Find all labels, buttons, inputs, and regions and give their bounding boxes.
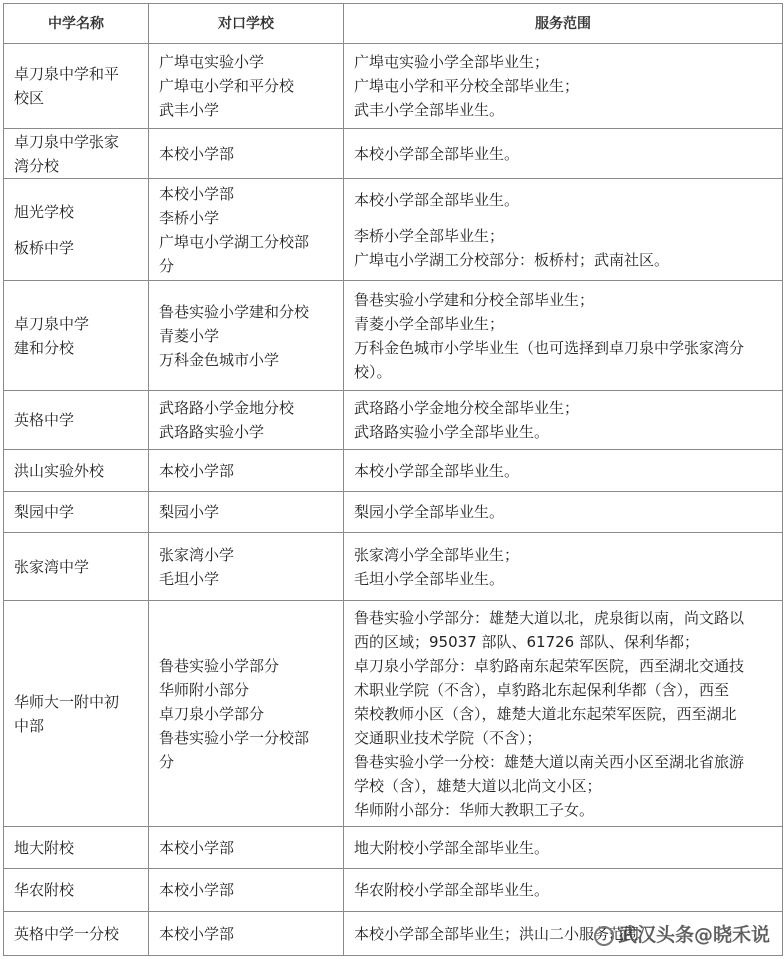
cell-line: 卓刀泉中学和平 [14, 65, 120, 83]
feeder-school-cell [149, 533, 344, 601]
cell-line: 华师大一附中初 [14, 692, 120, 711]
feeder-school-cell [149, 450, 344, 492]
service-area-cell [344, 827, 783, 869]
service-area-cell [344, 179, 783, 281]
table-row [4, 533, 783, 601]
service-area-cell [344, 450, 783, 492]
cell-line: 梨园小学 [159, 503, 220, 521]
cell-line: 毛坦小学 [159, 569, 220, 588]
cell-line: 中部 [14, 716, 45, 735]
cell-line: 武珞路小学金地分校全部毕业生； [354, 399, 580, 417]
middle-school-cell [4, 912, 149, 956]
cell-line: 本校小学部 [159, 184, 235, 203]
cell-line: 本校小学部全部毕业生。 [354, 461, 520, 480]
cell-line: 华师附小部分：华师大教职工子女。 [354, 800, 595, 819]
table-row [4, 281, 783, 391]
header-feeder-school: 对口学校 [149, 4, 344, 44]
feeder-school-cell [149, 492, 344, 533]
cell-line: 本校小学部全部毕业生；洪山二小服务范围 [354, 924, 640, 943]
table-row [4, 450, 783, 492]
table-row [4, 391, 783, 450]
feeder-school-cell [149, 869, 344, 912]
table-row [4, 827, 783, 869]
middle-school-cell [4, 450, 149, 492]
cell-line: 本校小学部 [159, 838, 235, 857]
cell-line: 广埠屯小学和平分校 [159, 77, 295, 95]
cell-line: 荣校教师小区（含），雄楚大道北东起荣军医院，西至湖北 [354, 704, 737, 723]
service-area-cell [344, 44, 783, 129]
table-row [4, 492, 783, 533]
table-row [4, 601, 783, 827]
feeder-school-cell [149, 827, 344, 869]
cell-line: 校区 [14, 89, 45, 107]
watermark-text: 武汉头条@晓禾说 [617, 924, 770, 946]
middle-school-cell [4, 492, 149, 533]
cell-line: 广埠屯实验小学 [159, 53, 265, 71]
cell-line: 华农附校 [14, 881, 75, 899]
cell-line: 广埠屯小学和平分校全部毕业生； [354, 77, 580, 95]
cell-line: 广埠屯小学湖工分校部分：板桥村；武南社区。 [354, 250, 670, 269]
cell-line: 本校小学部 [159, 144, 235, 163]
cell-line: 万科金色城市小学 [159, 350, 280, 369]
cell-line: 武珞路实验小学 [159, 423, 265, 441]
cell-line: 广埠屯小学湖工分校部 [159, 232, 310, 251]
cell-line: 本校小学部 [159, 461, 235, 480]
cell-line: 板桥中学 [14, 238, 75, 257]
cell-line: 李桥小学全部毕业生； [354, 226, 505, 245]
cell-line: 鲁巷实验小学一分校部 [159, 728, 310, 747]
feeder-school-cell [149, 281, 344, 391]
cell-line: 卓刀泉中学 [14, 314, 90, 333]
header-middle-school: 中学名称 [4, 4, 149, 44]
service-area-cell [344, 601, 783, 827]
cell-line [14, 224, 138, 236]
service-area-cell [344, 533, 783, 601]
cell-line: 卓刀泉小学部分：卓豹路南东起荣军医院，西至湖北交通技 [354, 656, 745, 675]
cell-line: 武丰小学全部毕业生。 [354, 101, 505, 119]
cell-line: 本校小学部 [159, 924, 235, 943]
table-row [4, 179, 783, 281]
table-row [4, 129, 783, 179]
cell-line: 本校小学部全部毕业生。 [354, 190, 520, 209]
cell-line: 湾分校 [14, 156, 60, 175]
cell-line: 术职业学院（不含），卓豹路北东起保利华都（含），西至 [354, 680, 730, 699]
feeder-school-cell [149, 44, 344, 129]
service-area-cell [344, 492, 783, 533]
cell-line [354, 212, 772, 224]
cell-line: 青菱小学全部毕业生； [354, 314, 505, 333]
middle-school-cell [4, 281, 149, 391]
feeder-school-cell [149, 129, 344, 179]
middle-school-cell [4, 179, 149, 281]
cell-line: 西的区域；95037 部队、61726 部队、保利华都； [354, 632, 699, 651]
cell-line: 张家湾小学全部毕业生； [354, 545, 520, 564]
cell-line: 本校小学部 [159, 881, 235, 899]
cell-line: 梨园中学 [14, 503, 75, 521]
cell-line: 武珞路小学金地分校 [159, 399, 295, 417]
cell-line: 洪山实验外校 [14, 461, 105, 480]
cell-line: 英格中学 [14, 411, 75, 429]
cell-line: 鲁巷实验小学部分：雄楚大道以北，虎泉街以南，尚文路以 [354, 608, 745, 627]
cell-line: 鲁巷实验小学一分校：雄楚大道以南关西小区至湖北省旅游 [354, 752, 745, 771]
table-header-row [4, 4, 783, 44]
cell-line: 鲁巷实验小学建和分校全部毕业生； [354, 290, 595, 309]
cell-line: 武珞路实验小学全部毕业生。 [354, 423, 550, 441]
cell-line: 李桥小学 [159, 208, 220, 227]
middle-school-cell [4, 869, 149, 912]
feeder-school-cell [149, 179, 344, 281]
cell-line: 分 [159, 256, 175, 275]
cell-line: 分 [159, 752, 175, 771]
middle-school-cell [4, 391, 149, 450]
cell-line: 华师附小部分 [159, 680, 250, 699]
cell-line: 交通职业技术学院（不含）； [354, 728, 542, 747]
cell-line: 万科金色城市小学毕业生（也可选择到卓刀泉中学张家湾分 [354, 338, 745, 357]
middle-school-cell [4, 129, 149, 179]
service-area-cell [344, 869, 783, 912]
middle-school-cell [4, 44, 149, 129]
feeder-school-cell [149, 601, 344, 827]
cell-line: 张家湾中学 [14, 557, 90, 576]
cell-line: 鲁巷实验小学部分 [159, 656, 280, 675]
table-body [4, 44, 783, 956]
table-row [4, 869, 783, 912]
service-area-cell [344, 391, 783, 450]
service-area-cell [344, 129, 783, 179]
cell-line: 卓刀泉小学部分 [159, 704, 265, 723]
cell-line: 地大附校小学部全部毕业生。 [354, 838, 550, 857]
cell-line: 武丰小学 [159, 101, 220, 119]
middle-school-cell [4, 601, 149, 827]
cell-line: 广埠屯实验小学全部毕业生； [354, 53, 550, 71]
cell-line: 校）。 [354, 362, 392, 381]
cell-line: 学校（含），雄楚大道以北尚文小区； [354, 776, 602, 795]
cell-line: 华农附校小学部全部毕业生。 [354, 881, 550, 899]
cell-line: 本校小学部全部毕业生。 [354, 144, 520, 163]
service-area-cell [344, 281, 783, 391]
cell-line: 梨园小学全部毕业生。 [354, 503, 505, 521]
cell-line: 青菱小学 [159, 326, 220, 345]
feeder-school-cell [149, 912, 344, 956]
cell-line: 建和分校 [14, 338, 75, 357]
middle-school-cell [4, 533, 149, 601]
middle-school-cell [4, 827, 149, 869]
cell-line: 旭光学校 [14, 202, 75, 221]
school-zoning-table [3, 3, 783, 956]
watermark [594, 920, 770, 947]
table-row [4, 44, 783, 129]
feeder-school-cell [149, 391, 344, 450]
cell-line: 张家湾小学 [159, 545, 235, 564]
watermark-logo-icon [594, 926, 614, 946]
header-service-area: 服务范围 [344, 4, 783, 44]
cell-line: 毛坦小学全部毕业生。 [354, 569, 505, 588]
cell-line: 卓刀泉中学张家 [14, 132, 120, 151]
cell-line: 鲁巷实验小学建和分校 [159, 302, 310, 321]
cell-line: 地大附校 [14, 838, 75, 857]
cell-line: 英格中学一分校 [14, 924, 120, 943]
